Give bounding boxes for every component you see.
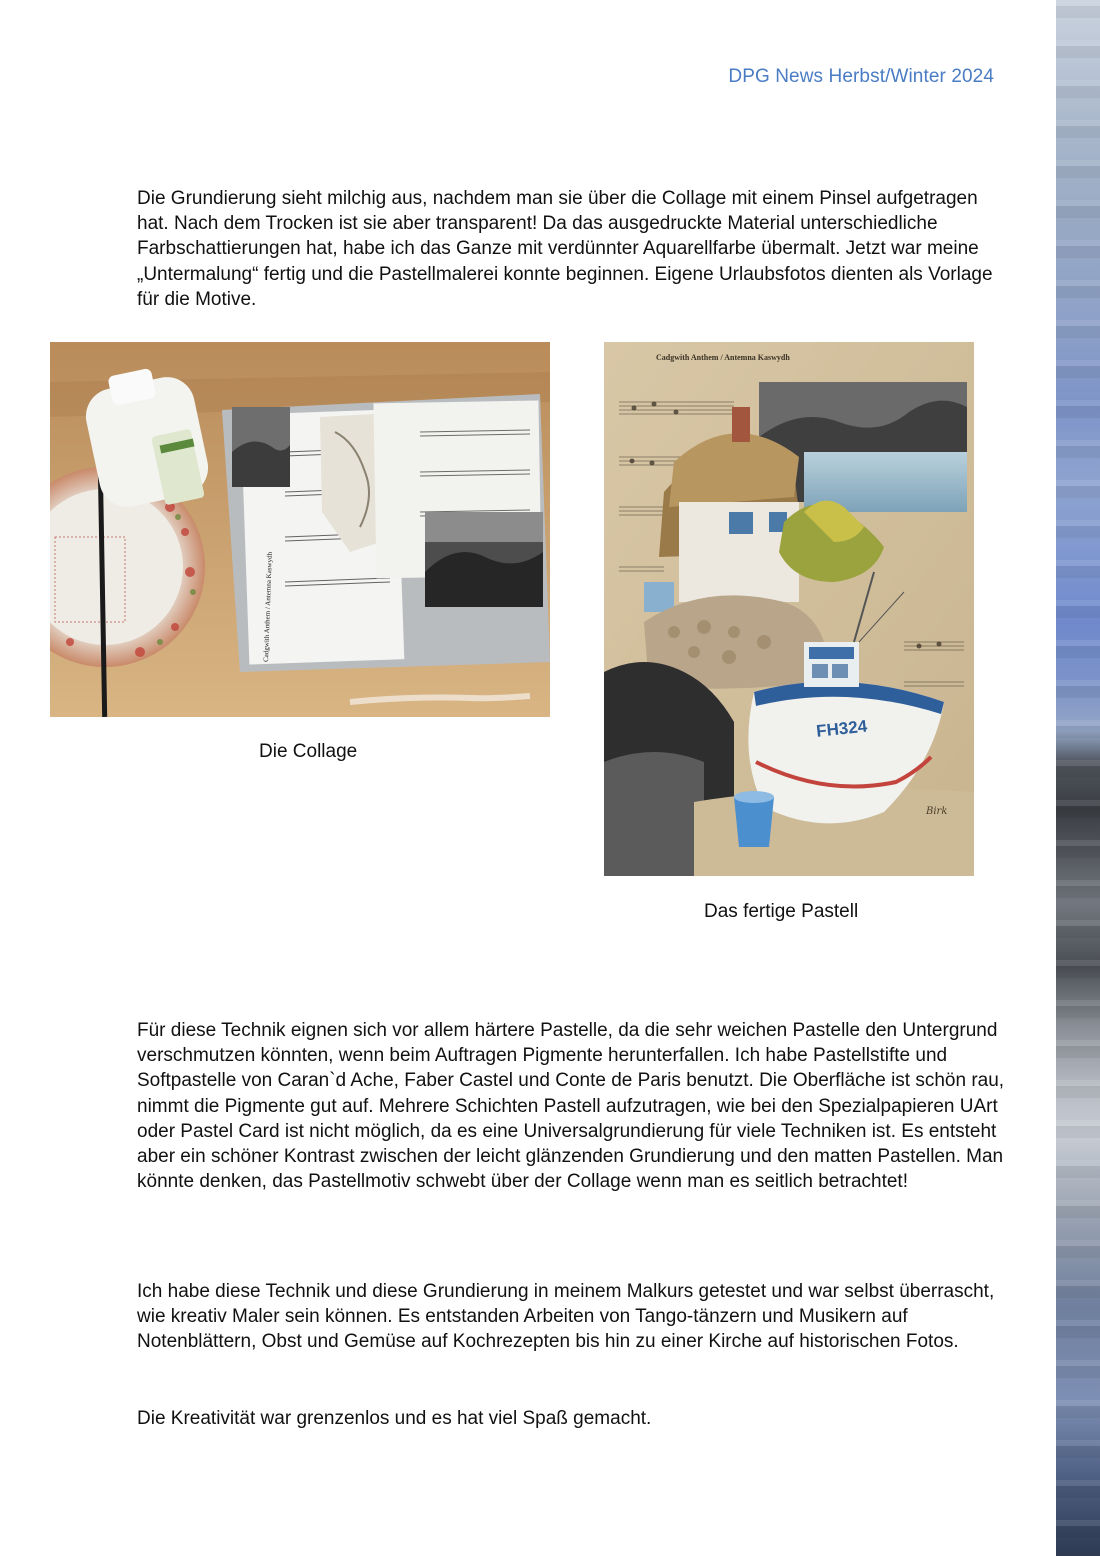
course-paragraph: Ich habe diese Technik und diese Grundierung in meinem Malkurs getestet und war selbst überrascht, wie kreativ Maler sein können. Es entstanden Arbeiten von Tango-tänzern und Musikern auf Notenblättern, Obst und Gemüse auf Kochrezepten bis hin zu einer Kirche auf historischen Fotos. (137, 1281, 995, 1353)
pastell-photo (604, 342, 974, 876)
pastel-sticks-edge-photo (1056, 0, 1100, 1556)
collage-sheet-title: Cadgwith Anthem / Antemna Kaswydh (262, 551, 274, 663)
pastell-caption: Das fertige Pastell (704, 901, 859, 922)
artist-signature: Birk (926, 806, 948, 817)
closing-paragraph: Die Kreativität war grenzenlos und es hat viel Spaß gemacht. (137, 1408, 652, 1429)
collage-photo (50, 342, 550, 717)
page-header-title: DPG News Herbst/Winter 2024 (728, 66, 994, 87)
technique-paragraph: Für diese Technik eignen sich vor allem härtere Pastelle, da die sehr weichen Pastelle den Untergrund verschmutzen könnten, wenn beim Auftragen Pigmente herunterfallen. Ich habe Pastellstifte und Softpastelle von Caran`d Ache, Faber Castel und Conte de Paris benutzt. Die Oberfläche ist schön rau, nimmt die Pigmente gut auf. Mehrere Schichten Pastell aufzutragen, wie bei den Spezialpapieren UArt oder Pastel Card ist nicht möglich, da es eine Universalgrundierung für viele Techniken ist. Es entsteht aber ein schöner Kontrast zwischen der leicht glänzenden Grundierung und den matten Pastellen. Man könnte denken, das Pastellmotiv schwebt über der Collage wenn man es seitlich betrachtet! (137, 1020, 1005, 1193)
boat-number: FH324 (815, 716, 869, 741)
pastell-sheet-title: Cadgwith Anthem / Antemna Kaswydh (656, 353, 790, 362)
intro-paragraph: Die Grundierung sieht milchig aus, nachdem man sie über die Collage mit einem Pinsel aufgetragen hat. Nach dem Trocken ist sie aber transparent! Da das ausgedruckte Material unterschiedliche Farbschattierungen hat, habe ich das Ganze mit verdünnter Aquarellfarbe übermalt. Jetzt war meine „Untermalung“ fertig und die Pastellmalerei konnte beginnen. Eigene Urlaubsfotos dienten als Vorlage für die Motive. (137, 188, 993, 310)
collage-caption: Die Collage (259, 741, 358, 762)
